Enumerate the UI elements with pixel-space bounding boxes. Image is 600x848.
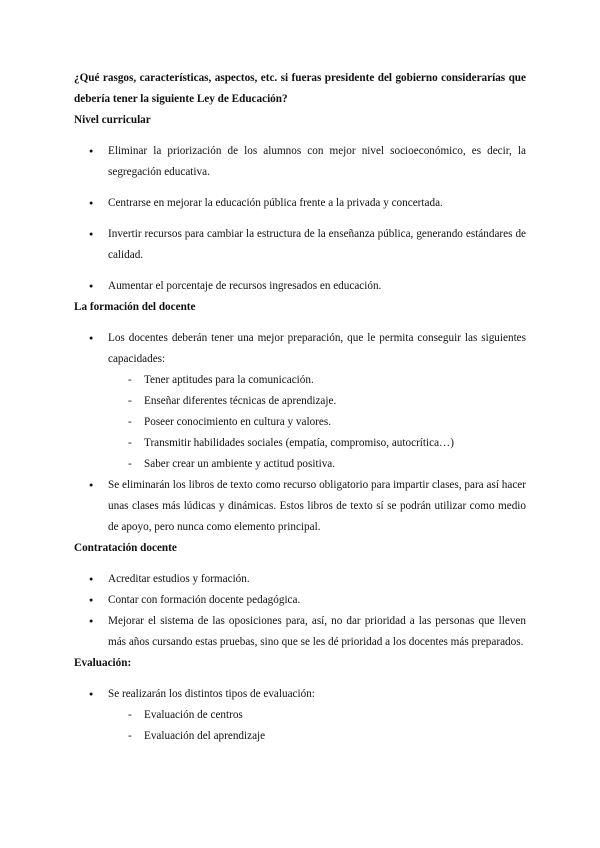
sublist-evaluacion-tipos xyxy=(74,705,526,747)
list-item: ● Mejorar el sistema de las oposiciones para, así, no dar prioridad a las personas que lleven más años cursando estas pruebas, sino que se les dé prioridad a los docentes más preparados. xyxy=(74,611,526,653)
list-item-text: Se realizarán los distintos tipos de evaluación: xyxy=(108,688,315,700)
sublist-item: - Transmitir habilidades sociales (empatía, compromiso, autocrítica…) xyxy=(74,433,526,454)
sublist-item: - Enseñar diferentes técnicas de aprendizaje. xyxy=(74,391,526,412)
list-item xyxy=(74,328,526,475)
list-item: ● Eliminar la priorización de los alumnos con mejor nivel socioeconómico, es decir, la segregación educativa. xyxy=(74,141,526,183)
list-item: ● Aumentar el porcentaje de recursos ingresados en educación. xyxy=(74,276,526,297)
sublist-capacidades xyxy=(74,370,526,475)
sublist-item: - Saber crear un ambiente y actitud positiva. xyxy=(74,454,526,475)
heading-evaluacion: Evaluación: xyxy=(74,657,132,669)
sublist-item: - Evaluación de centros xyxy=(74,705,526,726)
heading-contratacion-docente: Contratación docente xyxy=(74,542,177,554)
list-nivel-curricular xyxy=(74,141,526,297)
document-question: ¿Qué rasgos, características, aspectos, etc. si fueras presidente del gobierno considerarías que debería tener la siguiente Ley de Educación? xyxy=(74,72,526,105)
list-item xyxy=(74,684,526,747)
heading-nivel-curricular: Nivel curricular xyxy=(74,114,151,126)
spacer xyxy=(74,131,526,141)
heading-formacion-docente: La formación del docente xyxy=(74,301,196,313)
list-formacion-docente xyxy=(74,328,526,538)
list-item: ● Invertir recursos para cambiar la estructura de la enseñanza pública, generando estándares de calidad. xyxy=(74,224,526,266)
document-page xyxy=(74,68,526,747)
list-item: ● Se eliminarán los libros de texto como recurso obligatorio para impartir clases, para así hacer unas clases más lúdicas y dinámicas. Estos libros de texto sí se podrán utilizar como medio de apoyo, pero nunca como elemento principal. xyxy=(74,475,526,538)
sublist-item: - Tener aptitudes para la comunicación. xyxy=(74,370,526,391)
sublist-item: - Poseer conocimiento en cultura y valores. xyxy=(74,412,526,433)
list-item: ● Centrarse en mejorar la educación pública frente a la privada y concertada. xyxy=(74,193,526,214)
list-evaluacion xyxy=(74,684,526,747)
list-item-text: Los docentes deberán tener una mejor preparación, que le permita conseguir las siguientes capacidades: xyxy=(108,332,526,365)
list-item: ● Contar con formación docente pedagógica. xyxy=(74,590,526,611)
sublist-item: - Evaluación del aprendizaje xyxy=(74,726,526,747)
list-contratacion-docente xyxy=(74,569,526,653)
list-item: ● Acreditar estudios y formación. xyxy=(74,569,526,590)
